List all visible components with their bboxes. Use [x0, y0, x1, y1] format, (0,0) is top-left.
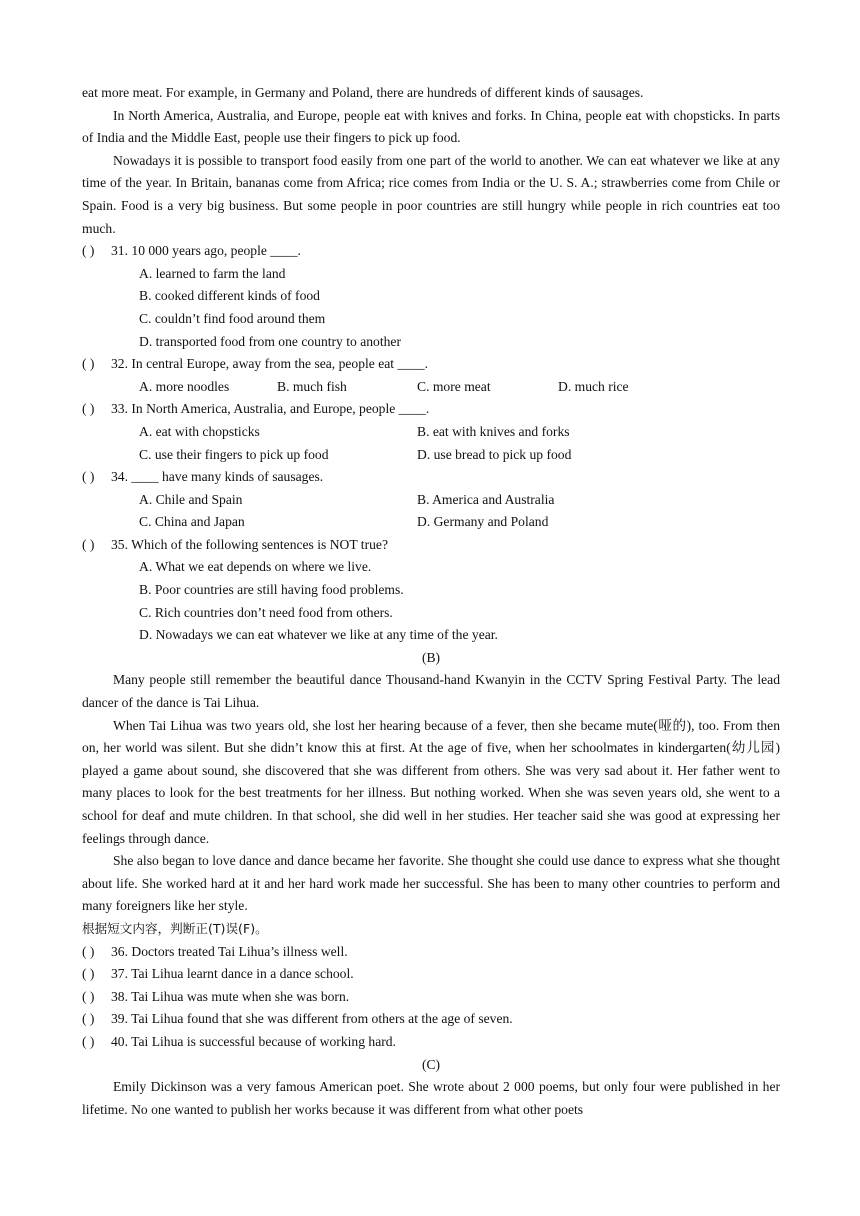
option: C. couldn’t find food around them	[139, 310, 326, 326]
options-row	[139, 376, 780, 399]
question-stem: 35. Which of the following sentences is NOT true?	[111, 536, 388, 552]
section-heading-b: (B)	[421, 649, 441, 665]
option: B. Poor countries are still having food problems.	[139, 582, 404, 598]
option: B. America and Australia	[417, 491, 555, 507]
option: C. more meat	[417, 378, 491, 394]
option: A. eat with chopsticks	[139, 423, 260, 439]
answer-blank[interactable]: ( )	[82, 966, 95, 982]
option: D. much rice	[558, 378, 629, 394]
question-stem: 31. 10 000 years ago, people ____.	[111, 243, 301, 259]
instruction-true-false: 根据短文内容，判断正(T)误(F)。	[82, 920, 268, 936]
question-36	[82, 941, 780, 964]
passage-a-line-1: eat more meat. For example, in Germany and Poland, there are hundreds of different kinds of sausages.	[82, 85, 644, 100]
passage-b-paragraph-3: She also began to love dance and dance became her favorite. She thought she could use dance to express what she thought about life. She worked hard at it and her hard work made her successful. She has been to many other countries to perform and many foreigners like her style.	[82, 853, 780, 914]
option: A. more noodles	[139, 378, 230, 394]
option: C. China and Japan	[139, 514, 245, 530]
answer-blank[interactable]: ( )	[82, 401, 95, 417]
question-stem: 36. Doctors treated Tai Lihua’s illness well.	[111, 943, 348, 959]
question-39	[82, 1008, 780, 1031]
question-31	[82, 240, 780, 263]
answer-blank[interactable]: ( )	[82, 1033, 95, 1049]
question-37	[82, 963, 780, 986]
passage-b-paragraph-2: When Tai Lihua was two years old, she lost her hearing because of a fever, then she became mute(哑的), too. From then on, her world was silent. But she didn’t know this at first. At the age of five, when her schoolmates in kindergarten(幼儿园) played a game about sound, she discovered that she was different from others. She was very sad about it. Her father went to many places to look for the best treatments for her illness. But nothing worked. When she was seven years old, she went to a school for deaf and mute children. In that school, she did well in her studies. Her teacher said she was good at expressing her feelings through dance.	[82, 717, 780, 846]
question-stem: 33. In North America, Australia, and Europe, people ____.	[111, 401, 430, 417]
option: D. transported food from one country to another	[139, 333, 401, 349]
question-35	[82, 534, 780, 557]
option: A. What we eat depends on where we live.	[139, 559, 372, 575]
question-stem: 32. In central Europe, away from the sea, people eat ____.	[111, 356, 429, 372]
answer-blank[interactable]: ( )	[82, 243, 95, 259]
question-stem: 38. Tai Lihua was mute when she was born.	[111, 988, 350, 1004]
answer-blank[interactable]: ( )	[82, 356, 95, 372]
question-stem: 34. ____ have many kinds of sausages.	[111, 469, 324, 485]
option: C. use their fingers to pick up food	[139, 446, 329, 462]
answer-blank[interactable]: ( )	[82, 1011, 95, 1027]
question-stem: 39. Tai Lihua found that she was different from others at the age of seven.	[111, 1011, 513, 1027]
option: D. Germany and Poland	[417, 514, 549, 530]
option: C. Rich countries don’t need food from others.	[139, 604, 393, 620]
question-38	[82, 986, 780, 1009]
question-34	[82, 466, 780, 489]
answer-blank[interactable]: ( )	[82, 988, 95, 1004]
section-heading-c: (C)	[421, 1056, 441, 1072]
question-33	[82, 398, 780, 421]
option: D. Nowadays we can eat whatever we like at any time of the year.	[139, 627, 498, 643]
option: D. use bread to pick up food	[417, 446, 572, 462]
options-grid	[139, 489, 780, 534]
passage-b-paragraph-1: Many people still remember the beautiful dance Thousand-hand Kwanyin in the CCTV Spring Festival Party. The lead dancer of the dance is Tai Lihua.	[82, 672, 780, 711]
passage-c-paragraph-1: Emily Dickinson was a very famous American poet. She wrote about 2 000 poems, but only four were published in her lifetime. No one wanted to publish her works because it was different from what other poets	[82, 1079, 780, 1117]
question-32	[82, 353, 780, 376]
exam-page	[82, 82, 780, 1121]
answer-blank[interactable]: ( )	[82, 536, 95, 552]
option: B. much fish	[277, 378, 347, 394]
option: B. eat with knives and forks	[417, 423, 570, 439]
passage-a-paragraph-3: Nowadays it is possible to transport food easily from one part of the world to another. We can eat whatever we like at any time of the year. In Britain, bananas come from Africa; rice comes from India or the U. S. A.; strawberries come from Chile or Spain. Food is a very big business. But some people in poor countries are still hungry while people in rich countries eat too much.	[82, 152, 780, 236]
options-grid	[139, 421, 780, 466]
question-stem: 40. Tai Lihua is successful because of working hard.	[111, 1033, 396, 1049]
option: A. Chile and Spain	[139, 491, 243, 507]
passage-a-paragraph-2: In North America, Australia, and Europe, people eat with knives and forks. In China, people eat with chopsticks. In parts of India and the Middle East, people use their fingers to pick up food.	[82, 107, 780, 146]
answer-blank[interactable]: ( )	[82, 469, 95, 485]
option: A. learned to farm the land	[139, 265, 286, 281]
option: B. cooked different kinds of food	[139, 288, 320, 304]
answer-blank[interactable]: ( )	[82, 943, 95, 959]
question-stem: 37. Tai Lihua learnt dance in a dance school.	[111, 966, 354, 982]
question-40	[82, 1031, 780, 1054]
